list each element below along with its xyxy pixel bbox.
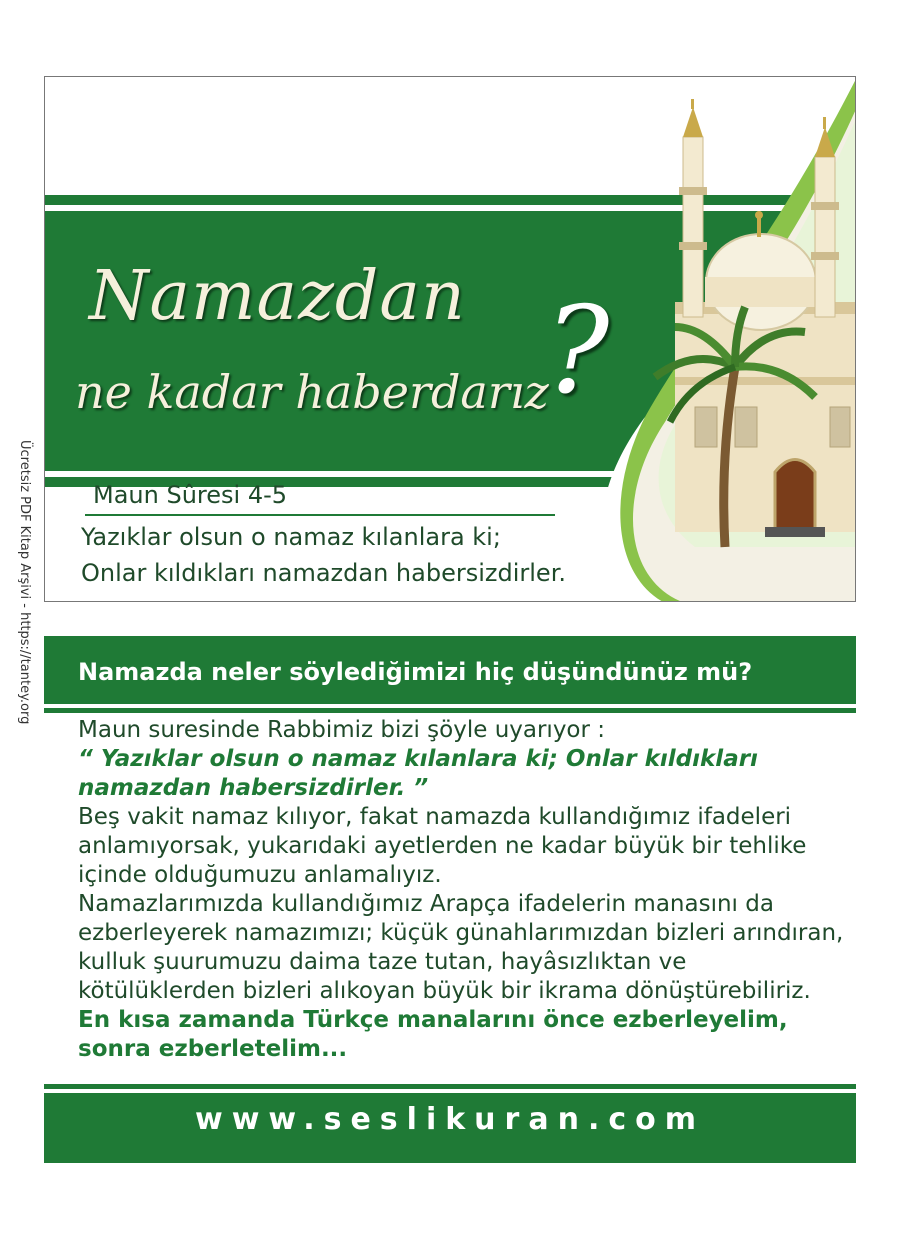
closing-text: En kısa zamanda Türkçe manalarını önce ezberleyelim, sonra ezberletelim... [78,1007,788,1062]
info-card [44,636,856,1163]
body-text [78,716,848,1064]
banner-card [44,76,856,602]
section-question: Namazda neler söylediğimizi hiç düşündünüz mü? [78,658,753,686]
mosque-illustration [585,77,856,602]
watermark: Ücretsiz PDF Kitap Arşivi - https://tantey.org [17,440,32,725]
verse-line-1: Yazıklar olsun o namaz kılanlara ki; [81,523,501,551]
paragraph-2: Namazlarımızda kullandığımız Arapça ifadelerin manasını da ezberleyerek namazımızı; küçük günahlarımızdan bizleri arındıran, kulluk şuurumuzu daima taze tutan, hayâsızlıktan ve kötülüklerden bizleri alıkoyan büyük bir ikrama dönüştürebiliriz. [78,891,844,1004]
banner-subtitle: ne kadar haberdarız [75,365,549,419]
quote-text: “ Yazıklar olsun o namaz kılanlara ki; Onlar kıldıkları namazdan habersizdirler. ” [78,746,758,801]
banner-question-mark: ? [545,282,610,421]
sura-divider [85,514,555,516]
intro-text: Maun suresinde Rabbimiz bizi şöyle uyarıyor : [78,717,606,743]
website-link[interactable]: www.seslikuran.com [194,1102,705,1137]
sura-title: Maun Sûresi 4-5 [93,481,288,509]
paragraph-1: Beş vakit namaz kılıyor, fakat namazda kullandığımız ifadeleri anlamıyorsak, yukarıdaki ayetlerden ne kadar büyük bir tehlike içinde olduğumuzu anlamalıyız. [78,804,807,888]
verse-line-2: Onlar kıldıkları namazdan habersizdirler. [81,559,566,587]
header-stripe [44,708,856,713]
footer-stripe [44,1084,856,1089]
banner-title: Namazdan [89,257,466,336]
